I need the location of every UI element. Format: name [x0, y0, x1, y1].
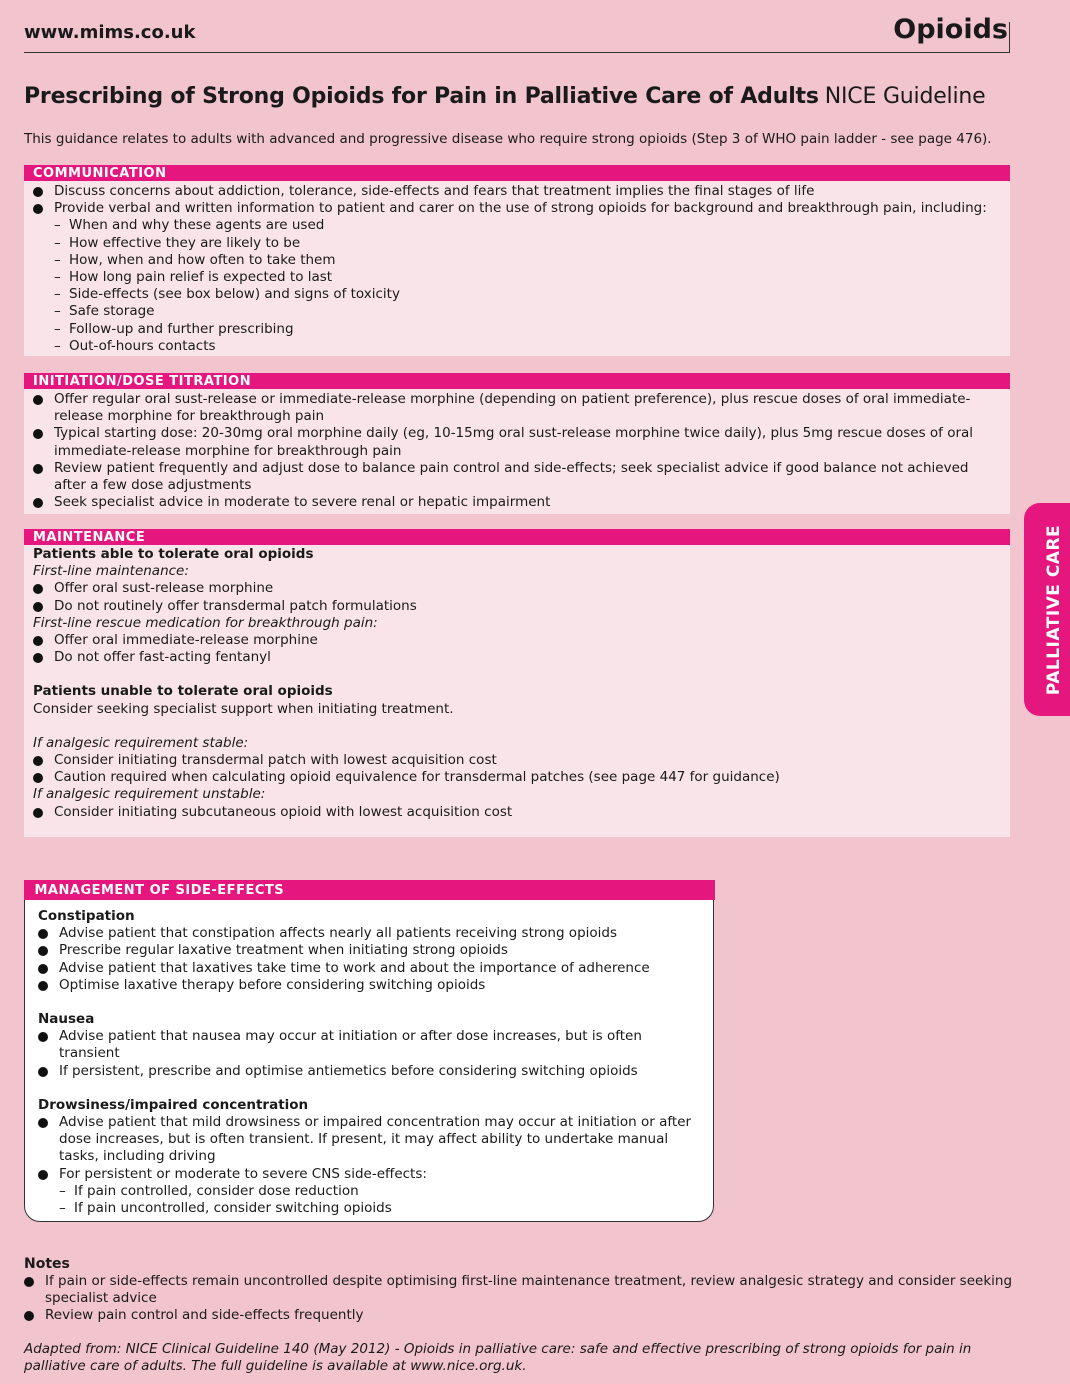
unstable-label: If analgesic requirement unstable: [33, 786, 266, 803]
nausea-heading: Nausea [38, 1011, 95, 1028]
maintenance-bullet: Consider initiating subcutaneous opioid with lowest acquisition cost [24, 804, 1010, 821]
maintenance-bullet: Do not routinely offer transdermal patch formulations [24, 598, 1010, 615]
initiation-panel [24, 389, 1010, 514]
communication-sub-item: – Side-effects (see box below) and signs of toxicity [54, 286, 1010, 303]
communication-panel [24, 181, 1010, 356]
tab-label: PALLIATIVE CARE [1044, 524, 1064, 695]
first-line-label: First-line maintenance: [33, 563, 189, 580]
constipation-heading: Constipation [38, 908, 135, 924]
unable-heading: Patients unable to tolerate oral opioids [33, 683, 333, 700]
page-title [24, 84, 985, 109]
constipation-bullet: Advise patient that laxatives take time to work and about the importance of adherence [27, 960, 705, 977]
maintenance-bullet: Consider initiating transdermal patch with lowest acquisition cost [24, 752, 1010, 769]
constipation-bullet: Advise patient that constipation affects nearly all patients receiving strong opioids [27, 925, 705, 942]
drowsiness-heading: Drowsiness/impaired concentration [38, 1096, 309, 1113]
communication-sub-item: – Out-of-hours contacts [54, 338, 1010, 355]
constipation-bullet: Optimise laxative therapy before considering switching opioids [27, 977, 705, 994]
intro-text: This guidance relates to adults with advanced and progressive disease who require strong opioids (Step 3 of WHO pain ladder - see page 476). [24, 131, 992, 147]
communication-heading: COMMUNICATION [24, 165, 1010, 181]
side-effects-box [24, 880, 714, 1222]
communication-sub-item: – Safe storage [54, 303, 1010, 320]
header-tick [1009, 22, 1010, 53]
stable-label: If analgesic requirement stable: [33, 734, 249, 751]
notes-bullet: If pain or side-effects remain uncontrolled despite optimising first-line maintenance treatment, review analgesic strategy and consider seeking specialist advice [24, 1273, 1024, 1307]
site-url: www.mims.co.uk [24, 22, 196, 43]
communication-bullet: Discuss concerns about addiction, tolerance, side-effects and fears that treatment implies the final stages of life [24, 183, 1010, 200]
initiation-bullet: Typical starting dose: 20-30mg oral morphine daily (eg, 10-15mg oral sust-release morphine twice daily), plus 5mg rescue doses of oral immediate-release morphine for breakthrough pain [24, 425, 1000, 459]
able-heading: Patients able to tolerate oral opioids [33, 546, 314, 562]
drowsiness-bullet [27, 1166, 705, 1218]
nausea-bullet: If persistent, prescribe and optimise antiemetics before considering switching opioids [27, 1063, 705, 1080]
initiation-bullet: Review patient frequently and adjust dose to balance pain control and side-effects; seek specialist advice if good balance not achieved after a few dose adjustments [24, 460, 1000, 494]
communication-sub-item: – How effective they are likely to be [54, 235, 1010, 252]
initiation-bullet: Seek specialist advice in moderate to severe renal or hepatic impairment [24, 494, 1000, 511]
title-sub: NICE Guideline [824, 84, 986, 109]
communication-sub-item: – Follow-up and further prescribing [54, 321, 1010, 338]
constipation-bullet: Prescribe regular laxative treatment when initiating strong opioids [27, 942, 705, 959]
drowsiness-bullet-text: For persistent or moderate to severe CNS side-effects: [59, 1165, 427, 1182]
maintenance-bullet: Do not offer fast-acting fentanyl [24, 649, 1010, 666]
nausea-bullet: Advise patient that nausea may occur at initiation or after dose increases, but is often transient [27, 1028, 705, 1062]
section-title: Opioids [893, 14, 1008, 45]
drowsiness-sub-item: – If pain uncontrolled, consider switching opioids [59, 1200, 705, 1217]
communication-bullet [24, 200, 1010, 355]
initiation-bullet: Offer regular oral sust-release or immediate-release morphine (depending on patient preference), plus rescue doses of oral immediate-release morphine for breakthrough pain [24, 391, 1000, 425]
drowsiness-bullet: Advise patient that mild drowsiness or impaired concentration may occur at initiation or after dose increases, but is often transient. If present, it may affect ability to undertake manual tasks, including driving [27, 1114, 705, 1166]
communication-sub-item: – How long pain relief is expected to last [54, 269, 1010, 286]
communication-sub-item: – When and why these agents are used [54, 217, 1010, 234]
drowsiness-sub-item: – If pain controlled, consider dose reduction [59, 1183, 705, 1200]
notes-bullet: Review pain control and side-effects frequently [24, 1307, 1024, 1324]
maintenance-panel [24, 545, 1010, 837]
title-main: Prescribing of Strong Opioids for Pain in Palliative Care of Adults [24, 84, 819, 109]
notes-heading: Notes [24, 1256, 70, 1272]
palliative-care-tab [1024, 503, 1070, 716]
maintenance-bullet: Caution required when calculating opioid equivalence for transdermal patches (see page 447 for guidance) [24, 769, 1010, 786]
communication-sub-item: – How, when and how often to take them [54, 252, 1010, 269]
maintenance-bullet: Offer oral immediate-release morphine [24, 632, 1010, 649]
source-citation: Adapted from: NICE Clinical Guideline 140 (May 2012) - Opioids in palliative care: safe and effective prescribing of strong opioids for pain in palliative care of adults. The full guideline is available at www.nice.org.uk. [24, 1341, 972, 1374]
initiation-heading: INITIATION/DOSE TITRATION [24, 373, 1010, 389]
communication-bullet-text: Provide verbal and written information to patient and carer on the use of strong opioids for background and breakthrough pain, including: [54, 200, 987, 217]
unable-text: Consider seeking specialist support when initiating treatment. [33, 700, 454, 717]
side-effects-heading: MANAGEMENT OF SIDE-EFFECTS [24, 880, 715, 900]
rescue-label: First-line rescue medication for breakthrough pain: [33, 614, 378, 631]
maintenance-bullet: Offer oral sust-release morphine [24, 580, 1010, 597]
maintenance-heading: MAINTENANCE [24, 529, 1010, 545]
header-rule [24, 52, 1010, 53]
notes-list [24, 1273, 1024, 1325]
